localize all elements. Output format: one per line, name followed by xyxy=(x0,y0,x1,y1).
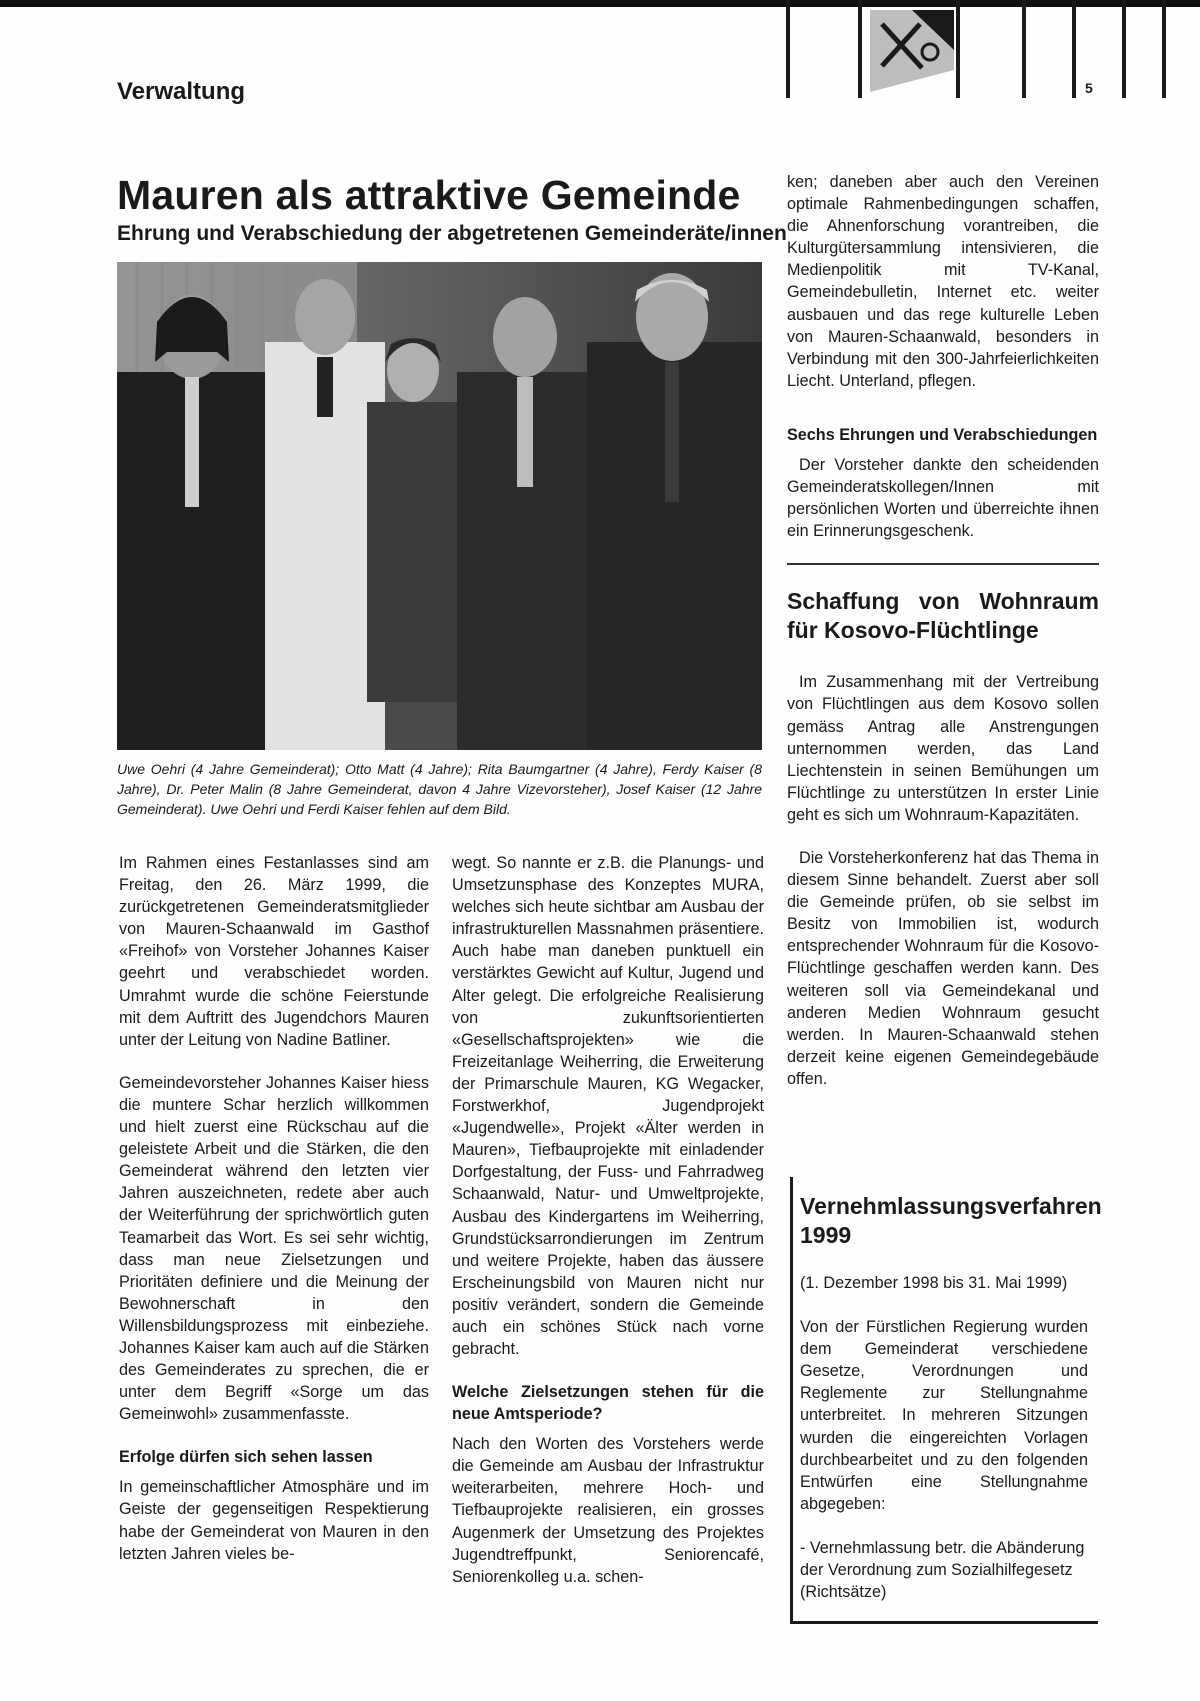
paragraph: Gemeindevorsteher Johannes Kaiser hiess die muntere Schar herzlich willkommen und hielt zuerst eine Rückschau auf die geleistete Arbeit und die Stärken, die den Gemeinderat während den letzten vier Jahren auszeichneten, redete aber auch der Weiterführung der sprichwörtlich guten Teamarbeit das Wort. Es sei sehr wichtig, dass man neue Zielsetzungen und Prioritäten definiere und die Meinung der Bewohnerschaft in den Willensbildungsprozess mit einbeziehe. Johannes Kaiser kam auch auf die Stärken des Gemeinderates zu sprechen, die er unter dem Begriff «Sorge um das Gemeinwohl» zusammenfasste. xyxy=(119,1073,429,1424)
article-column-1 xyxy=(119,852,429,1565)
paragraph: ken; daneben aber auch den Vereinen optimale Rahmenbedingungen schaffen, die Ahnenforschung vorantreiben, die Kulturgütersammlung intensivieren, die Medienpolitik mit TV-Kanal, Gemeindebulletin, Internet etc. weiter ausbauen und das rege kulturelle Leben von Mauren-Schaanwald, besonders in Verbindung mit den 300-Jahrfeierlichkeiten Liecht. Unterland, pflegen. xyxy=(787,173,1099,390)
photo-caption: Uwe Oehri (4 Jahre Gemeinderat); Otto Matt (4 Jahre); Rita Baumgartner (4 Jahre), Ferdy Kaiser (8 Jahre), Dr. Peter Malin (8 Jahre Gemeinderat, davon 4 Jahre Vizevorsteher), Josef Kaiser (12 Jahre Gemeinderat). Uwe Oehri und Ferdi Kaiser fehlen auf dem Bild. xyxy=(117,761,762,817)
paragraph: In gemeinschaftlicher Atmosphäre und im Geiste der gegenseitigen Respektierung habe der Gemeinderat von Mauren in den letzten Jahren vieles be- xyxy=(119,1478,429,1563)
list-item: - Vernehmlassung betr. die Abänderung der Verordnung zum Sozialhilfegesetz (Richtsätze) xyxy=(800,1538,1085,1602)
paragraph: Der Vorsteher dankte den scheidenden Gemeinderatskollegen/Innen mit persönlichen Worten und überreichte ihnen ein Erinnerungsgeschenk. xyxy=(787,455,1099,541)
vernehmlassung-title: Vernehmlassungsverfahren 1999 xyxy=(800,1193,1102,1248)
paragraph: Von der Fürstlichen Regierung wurden dem Gemeinderat verschiedene Gesetze, Verordnungen und Reglemente zur Stellungnahme unterbreitet. In mehreren Sitzungen wurden die eingereichten Vorlagen durchbearbeitet und zu den folgenden Entwürfen eine Stellungnahme abgegeben: xyxy=(800,1318,1088,1513)
section-title: Verwaltung xyxy=(117,78,246,105)
divider xyxy=(787,563,1099,565)
paragraph: Im Zusammenhang mit der Vertreibung von Flüchtlingen aus dem Kosovo sollen gemäss Antrag alle Anstrengungen unternommen werden, das Land Liechtenstein in seinen Bemühungen um Flüchtlinge zu unterstützen In erster Linie geht es sich um Wohnraum-Kapazitäten. xyxy=(787,673,1099,824)
article-column-2 xyxy=(452,852,764,1588)
box-border-left xyxy=(790,1177,793,1624)
paragraph: Nach den Worten des Vorstehers werde die Gemeinde am Ausbau der Infrastruktur weiterarbeiten, mehrere Hoch- und Tiefbauprojekte realisieren, ein grosses Augenmerk der Umsetzung des Projektes Jugendtreffpunkt, Seniorencafé, Seniorenkolleg u.a. schen- xyxy=(452,1435,764,1586)
kosovo-title: Schaffung von Wohnraum für Kosovo-Flüchtlinge xyxy=(787,588,1099,644)
header-stripes xyxy=(786,0,1166,98)
date-range: (1. Dezember 1998 bis 31. Mai 1999) xyxy=(800,1274,1068,1292)
paragraph: Im Rahmen eines Festanlasses sind am Freitag, den 26. März 1999, die zurückgetretenen Gemeinderatsmitglieder von Mauren-Schaanwald im Gasthof «Freihof» von Vorsteher Johannes Kaiser geehrt und verabschiedet worden. Umrahmt wurde die schöne Feierstunde mit dem Auftritt des Jugendchors Mauren unter der Leitung von Nadine Batliner. xyxy=(119,854,429,1049)
paragraph: Die Vorsteherkonferenz hat das Thema in diesem Sinne behandelt. Zuerst aber soll die Gemeinde prüfen, ob sie selbst im Besitz von Immobilien ist, wodurch entsprechender Wohnraum für die Kosovo-Flüchtlinge geschaffen werden kann. Des weiteren soll via Gemeindekanal und anderen Medien Wohnraum gesucht werden. In Mauren-Schaanwald stehen derzeit keine eigenen Gemeindegebäude offen. xyxy=(787,848,1099,1088)
page-number: 5 xyxy=(1085,80,1093,96)
article-column-3 xyxy=(787,171,1099,1111)
paragraph: wegt. So nannte er z.B. die Planungs- und Umsetzunsphase des Konzeptes MURA, welches sich heute sichtbar am Ausbau der infrastrukturellen Massnahmen präsentiere. Auch habe man daneben punktuell ein verstärktes Gewicht auf Kultur, Jugend und Alter gelegt. Die erfolgreiche Realisierung von zukunftsorientierten «Gesellschaftsprojekten» wie die Freizeitanlage Weiherring, die Erweiterung der Primarschule Mauren, KG Wegacker, Forstwerkhof, Jugendprojekt «Jugendwelle», Projekt «Älter werden in Mauren», Tiefbauprojekte mit einladender Dorfgestaltung, der Fuss- und Fahrradweg Schaanwald, Natur- und Umweltprojekte, Ausbau des Kindergartens im Weiherring, Grundstücksarrondierungen im Zentrum und weitere Projekte, haben das äussere Erscheinungsbild von Mauren nicht nur positiv verändert, sondern die Gemeinde auch ein schönes Stück nach vorne gebracht. xyxy=(452,854,764,1359)
subheading: Erfolge dürfen sich sehen lassen xyxy=(119,1448,373,1467)
subheading: Sechs Ehrungen und Verabschiedungen xyxy=(787,425,1098,444)
subheading: Welche Zielsetzungen stehen für die neue Amtsperiode? xyxy=(452,1383,764,1424)
mauren-coat-of-arms-icon xyxy=(870,10,954,97)
article-title: Mauren als attraktive Gemeinde xyxy=(117,172,741,218)
group-photo xyxy=(117,262,762,750)
article-subtitle: Ehrung und Verabschiedung der abgetretenen Gemeinderäte/innen xyxy=(117,222,787,245)
vernehmlassung-box xyxy=(790,1177,1102,1624)
